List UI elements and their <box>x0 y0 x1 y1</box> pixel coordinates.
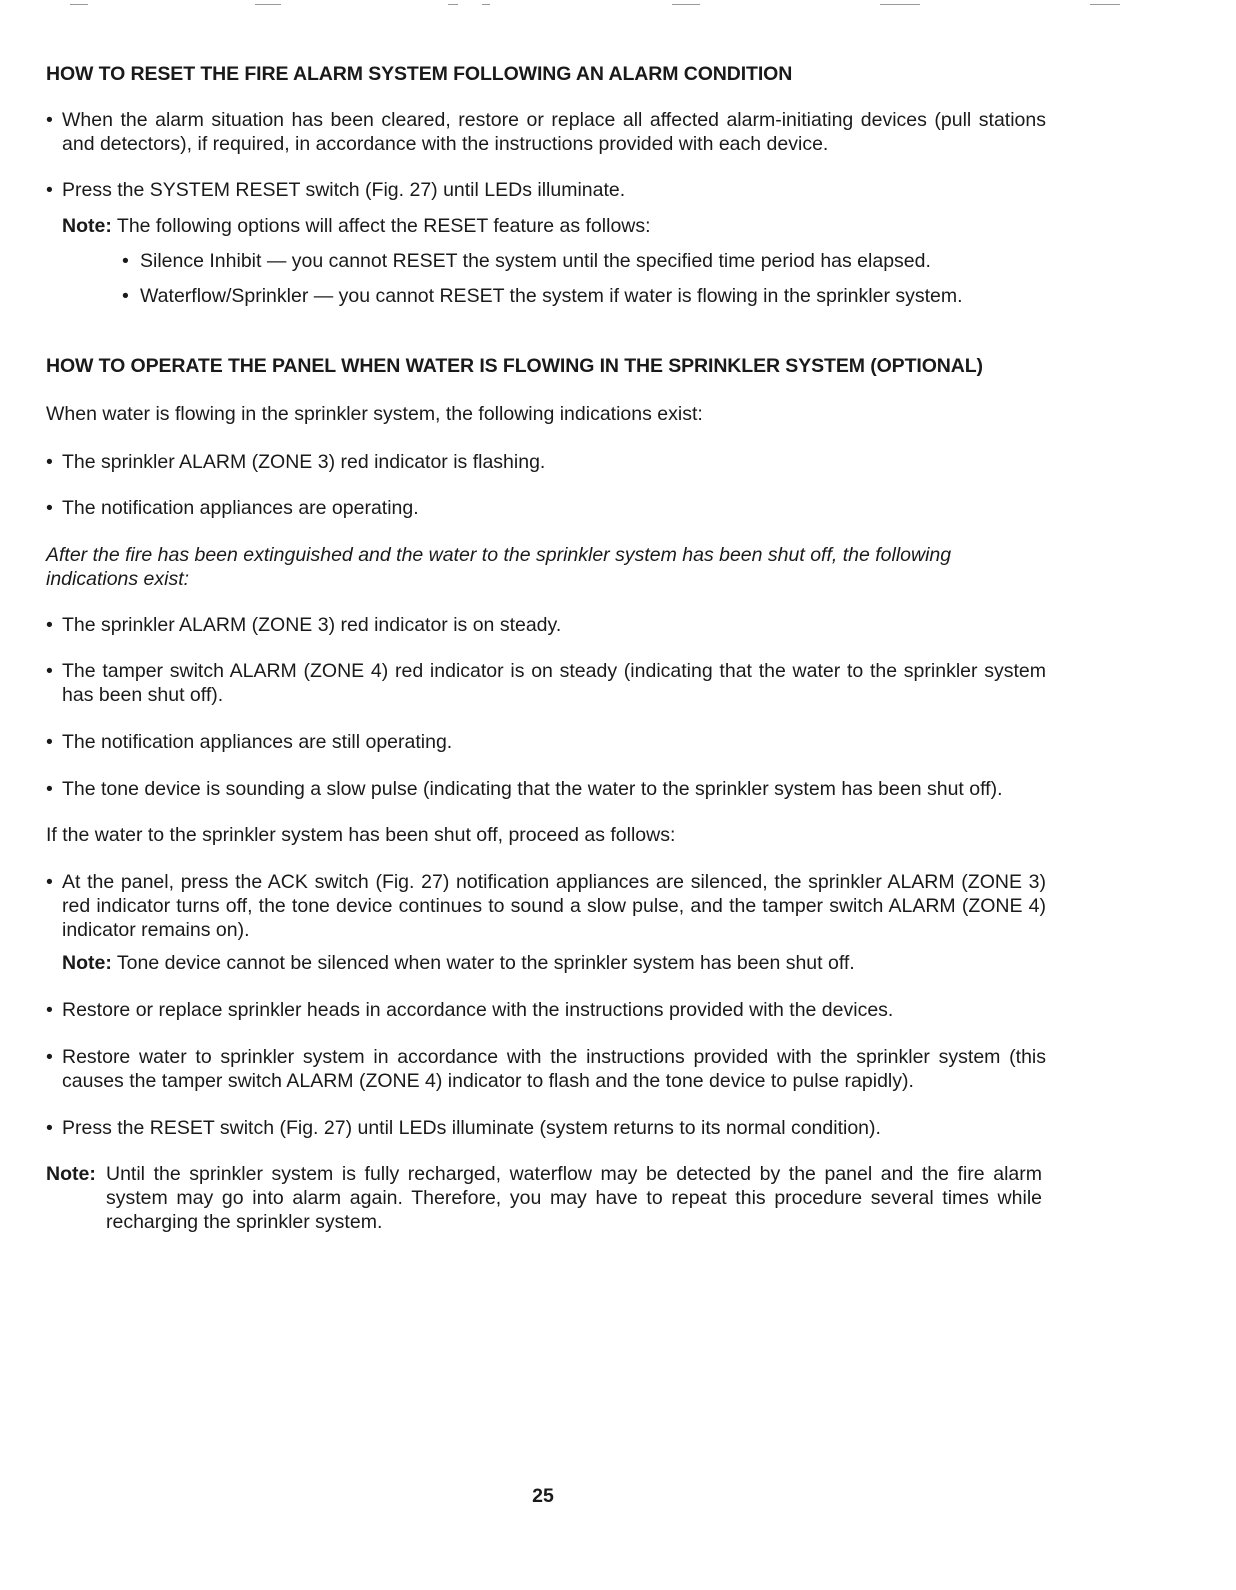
paragraph-proceed: If the water to the sprinkler system has been shut off, proceed as follows: <box>46 824 676 846</box>
note-text: Tone device cannot be silenced when water to the sprinkler system has been shut off. <box>116 952 855 974</box>
bullet-icon: • <box>46 778 53 800</box>
list-item <box>46 659 1046 707</box>
note <box>62 214 1042 238</box>
bullet-icon: • <box>46 451 53 473</box>
note-text: Until the sprinkler system is fully recharged, waterflow may be detected by the panel and the fire alarm system may go into alarm again. Therefore, you may have to repeat this procedure several times while recharging the sprinkler system. <box>106 1163 1042 1233</box>
section-heading-reset: HOW TO RESET THE FIRE ALARM SYSTEM FOLLOWING AN ALARM CONDITION <box>46 63 793 85</box>
final-note <box>46 1162 1042 1234</box>
note-label: Note: <box>62 952 112 974</box>
paragraph-intro: When water is flowing in the sprinkler system, the following indications exist: <box>46 403 703 425</box>
list-item-text: When the alarm situation has been cleared, restore or replace all affected alarm-initiating devices (pull stations and detectors), if required, in accordance with the instructions provided with each device. <box>62 109 1046 155</box>
list-item <box>46 613 1046 637</box>
list-item <box>46 496 1046 520</box>
list-item-text: Restore or replace sprinkler heads in accordance with the instructions provided with the devices. <box>62 999 894 1021</box>
list-item-text: The tamper switch ALARM (ZONE 4) red indicator is on steady (indicating that the water to the sprinkler system has been shut off). <box>62 660 1046 706</box>
list-item-text: The notification appliances are operating. <box>62 497 419 519</box>
list-item <box>46 998 1046 1022</box>
bullet-icon: • <box>46 1117 53 1139</box>
note-label: Note: <box>46 1163 96 1185</box>
list-item <box>46 730 1046 754</box>
bullet-icon: • <box>46 731 53 753</box>
sub-list-item-text: Waterflow/Sprinkler — you cannot RESET the system if water is flowing in the sprinkler system. <box>140 285 963 307</box>
list-item-text: The tone device is sounding a slow pulse (indicating that the water to the sprinkler system has been shut off). <box>62 778 1003 800</box>
list-item <box>46 178 1046 202</box>
list-item-text: Restore water to sprinkler system in accordance with the instructions provided with the sprinkler system (this causes the tamper switch ALARM (ZONE 4) indicator to flash and the tone device to pulse rapidly). <box>62 1046 1046 1092</box>
bullet-icon: • <box>46 999 53 1021</box>
scan-edge-marks <box>0 4 1236 8</box>
bullet-icon: • <box>46 871 53 893</box>
note <box>62 951 1042 975</box>
bullet-icon: • <box>46 1046 53 1068</box>
bullet-icon: • <box>122 285 129 307</box>
list-item-text: Press the RESET switch (Fig. 27) until LEDs illuminate (system returns to its normal condition). <box>62 1117 881 1139</box>
list-item <box>46 777 1056 801</box>
list-item <box>46 1116 1046 1140</box>
list-item-text: At the panel, press the ACK switch (Fig. 27) notification appliances are silenced, the sprinkler ALARM (ZONE 3) red indicator turns off, the tone device continues to sound a slow pulse, and the tamper switch ALARM (ZONE 4) indicator remains on). <box>62 871 1046 941</box>
page-number: 25 <box>532 1485 554 1507</box>
bullet-icon: • <box>122 250 129 272</box>
list-item-text: The notification appliances are still operating. <box>62 731 453 753</box>
list-item-text: Press the SYSTEM RESET switch (Fig. 27) until LEDs illuminate. <box>62 179 626 201</box>
list-item <box>46 108 1046 156</box>
bullet-icon: • <box>46 660 53 682</box>
bullet-icon: • <box>46 179 53 201</box>
bullet-icon: • <box>46 614 53 636</box>
note-text: The following options will affect the RESET feature as follows: <box>116 215 651 237</box>
section-heading-sprinkler: HOW TO OPERATE THE PANEL WHEN WATER IS FLOWING IN THE SPRINKLER SYSTEM (OPTIONAL) <box>46 355 983 377</box>
sub-list-item <box>122 249 1042 273</box>
note-label: Note: <box>62 215 112 237</box>
bullet-icon: • <box>46 109 53 131</box>
list-item-text: The sprinkler ALARM (ZONE 3) red indicator is on steady. <box>62 614 562 636</box>
paragraph-after: After the fire has been extinguished and the water to the sprinkler system has been shut off, the following indications exist: <box>46 544 952 590</box>
list-item <box>46 1045 1046 1093</box>
sub-list-item <box>122 284 1042 308</box>
list-item <box>46 870 1046 942</box>
sub-list-item-text: Silence Inhibit — you cannot RESET the system until the specified time period has elapsed. <box>140 250 931 272</box>
list-item-text: The sprinkler ALARM (ZONE 3) red indicator is flashing. <box>62 451 546 473</box>
bullet-icon: • <box>46 497 53 519</box>
list-item <box>46 450 1046 474</box>
